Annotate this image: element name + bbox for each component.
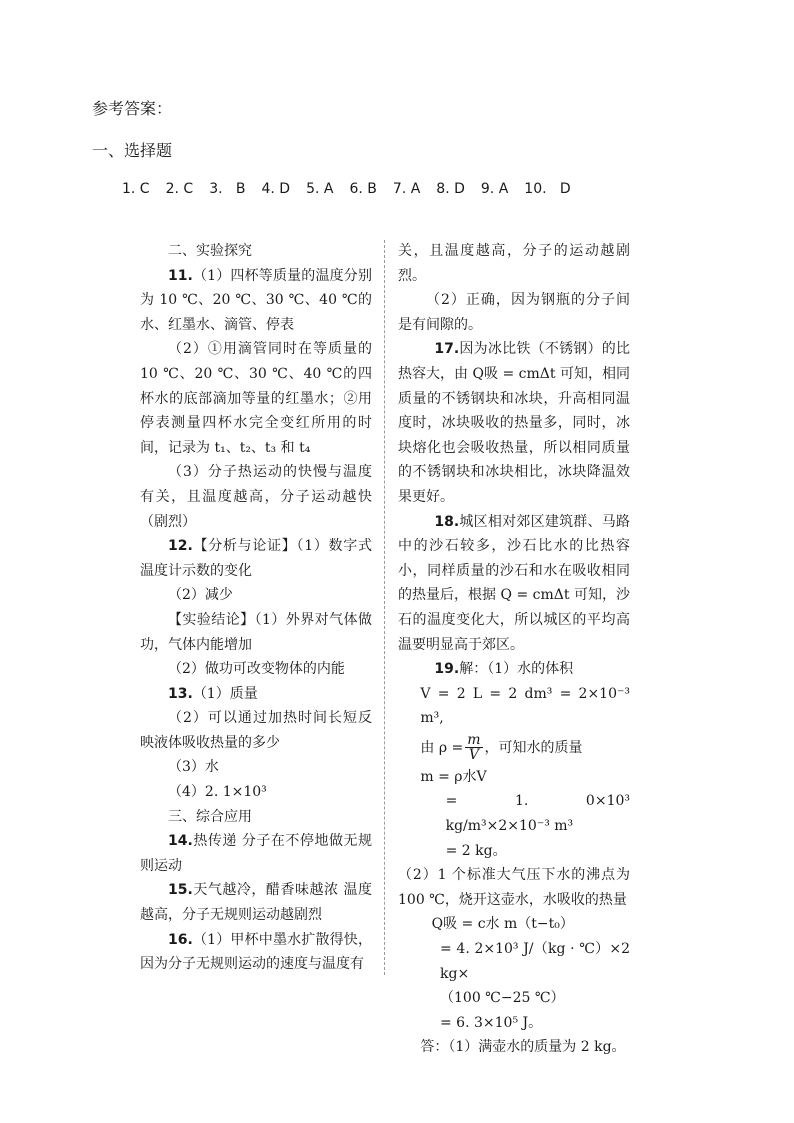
formula-heat-2: = 4. 2×10³ J/（kg · ℃）×2 kg× — [440, 941, 630, 982]
formula-mass-3: = 2 kg。 — [445, 842, 507, 859]
answer-text: （1）质量 — [192, 685, 258, 702]
section-heading-application: 三、综合应用 — [168, 808, 252, 825]
formula-mass-2: = 1. 0×10³ kg/m³×2×10⁻³ m³ — [445, 793, 630, 835]
question-number: 18. — [434, 513, 460, 530]
answer-13-part-4: （4）2. 1×10³ — [168, 784, 267, 801]
answer-text: 【分析与论证】（1）数字式温度计示数的变化 — [140, 538, 372, 579]
fraction-numerator: m — [467, 732, 481, 749]
answer-text: （1）甲杯中墨水扩散得快，因为分子无规则运动的速度与温度有 — [140, 931, 372, 973]
question-number: 12. — [168, 538, 193, 555]
choice-answer: 9. A — [480, 181, 509, 197]
choice-answer: 3. B — [209, 181, 246, 197]
answer-text: 解：（1）水的体积 — [459, 661, 574, 678]
formula-heat-3: （100 ℃−25 ℃） — [440, 990, 565, 1007]
column-divider — [384, 240, 385, 975]
answer-14 — [140, 829, 372, 878]
answer-16-part-1 — [140, 928, 372, 977]
answer-12-part-2: （2）减少 — [168, 587, 233, 604]
formula-volume: V = 2 L = 2 dm³ = 2×10⁻³ m³, — [420, 685, 630, 727]
formula-mass-1: m = ρ水V — [420, 768, 487, 785]
answer-13-part-1 — [140, 682, 372, 707]
answer-text: 因为冰比铁（不锈钢）的比热容大，由 Q吸 = cmΔt 可知，相同质量的不锈钢块和冰块，升高相同温度时，冰块吸收的热量多，同时，冰块熔化也会吸收热量，所以相同质量的不锈钢块和冰块相比，冰块降温效果更好。 — [398, 341, 630, 505]
answer-11-part-1 — [140, 264, 372, 338]
choice-answer: 10. D — [524, 181, 571, 197]
answer-16-part-2: （2）正确，因为钢瓶的分子间是有间隙的。 — [398, 292, 630, 333]
choice-answer: 1. C — [122, 181, 150, 197]
section-heading-choice: 一、选择题 — [92, 141, 173, 160]
answer-11-part-2: （2）①用滴管同时在等质量的 10 ℃、20 ℃、30 ℃、40 ℃的四杯水的底部滴加等量的红墨水；②用停表测量四杯水完全变红所用的时间，记录为 t₁、t₂、t₃ 和 t₄ — [140, 341, 372, 456]
formula-text: 由 ρ = — [420, 739, 464, 756]
question-number: 15. — [168, 882, 193, 899]
left-column — [140, 239, 372, 977]
fraction — [465, 733, 482, 762]
answer-text: 天气越冷，醋香味越浓 温度越高，分子无规则运动越剧烈 — [140, 882, 372, 924]
answer-13-part-2: （2）可以通过加热时间长短反映液体吸收热量的多少 — [140, 710, 372, 751]
formula-heat-1: Q吸 = c水 m（t−t₀） — [431, 916, 574, 933]
question-number: 17. — [434, 341, 460, 358]
answer-16-continued: 关，且温度越高，分子的运动越剧烈。 — [398, 243, 630, 284]
answer-12-part-3: 【实验结论】（1）外界对气体做功，气体内能增加 — [140, 611, 372, 653]
section-heading-experiment: 二、实验探究 — [168, 243, 252, 259]
choice-answer: 5. A — [306, 181, 334, 197]
choice-answer: 7. A — [392, 181, 421, 197]
right-column — [398, 239, 630, 1060]
answer-19-conclusion: 答：（1）满壶水的质量为 2 kg。 — [420, 1039, 626, 1056]
question-number: 19. — [434, 661, 460, 678]
choice-answers — [122, 181, 571, 197]
question-number: 11. — [168, 267, 193, 284]
answer-text: 城区相对郊区建筑群、马路中的沙石较多，沙石比水的比热容小，同样质量的沙石和水在吸收相同的热量后，根据 Q = cmΔt 可知，沙石的温度变化大，所以城区的平均高温要明显高于郊区。 — [398, 513, 630, 653]
answer-text: 热传递 分子在不停地做无规则运动 — [140, 833, 372, 874]
answer-text: （1）四杯等质量的温度分别为 10 ℃、20 ℃、30 ℃、40 ℃的水、红墨水、滴管、停表 — [140, 267, 372, 333]
answer-11-part-3: （3）分子热运动的快慢与温度有关，且温度越高，分子运动越快（剧烈） — [140, 464, 372, 530]
choice-answer: 4. D — [261, 181, 291, 197]
question-number: 13. — [168, 685, 193, 702]
answer-12-part-4: （2）做功可改变物体的内能 — [168, 661, 345, 678]
answer-15 — [140, 878, 372, 927]
answer-12-part-1 — [140, 534, 372, 583]
answer-13-part-3: （3）水 — [168, 759, 219, 776]
answer-18 — [398, 510, 630, 658]
fraction-denominator: V — [468, 747, 479, 764]
answer-17 — [398, 337, 630, 509]
choice-answer: 6. B — [349, 181, 377, 197]
formula-density — [398, 731, 630, 765]
formula-heat-4: = 6. 3×10⁵ J。 — [440, 1014, 543, 1031]
choice-answer: 8. D — [436, 181, 465, 197]
page-title: 参考答案： — [92, 99, 173, 118]
answer-19-part-2: （2）1 个标准大气压下水的沸点为 100 ℃，烧开这壶水，水吸收的热量 — [398, 867, 630, 908]
formula-text: ，可知水的质量 — [484, 739, 583, 756]
choice-answer: 2. C — [165, 181, 194, 197]
question-number: 16. — [168, 931, 193, 948]
answer-19-intro — [398, 657, 630, 682]
question-number: 14. — [168, 833, 193, 850]
